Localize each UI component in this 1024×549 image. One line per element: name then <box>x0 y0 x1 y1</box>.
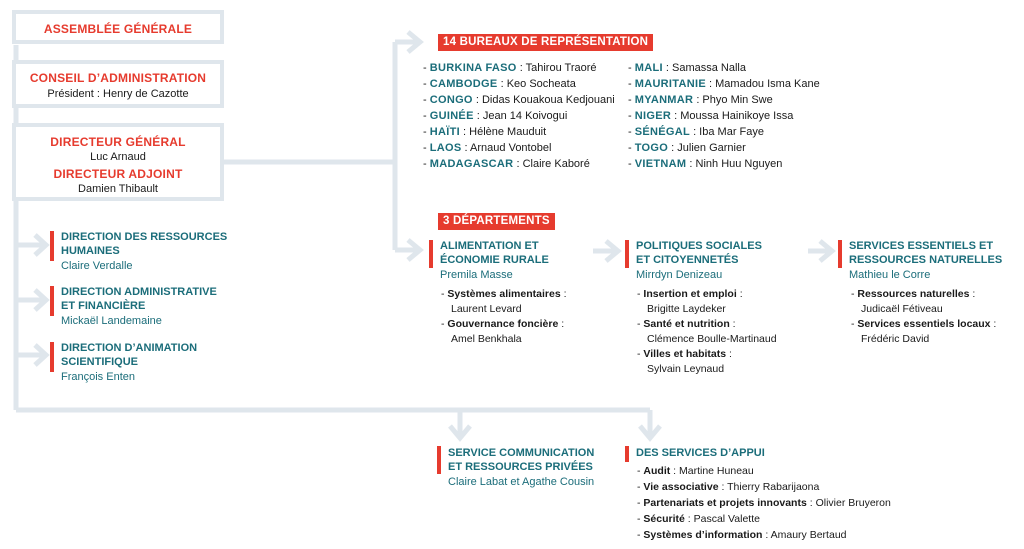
sub-unit-name: Clémence Boulle-Martinaud <box>647 333 777 345</box>
support-list <box>637 463 891 543</box>
deputy-name: Damien Thibault <box>78 183 158 195</box>
offices-left-list <box>423 60 615 172</box>
office-row: - BURKINA FASO : Tahirou Traoré <box>423 62 597 74</box>
dg-title: DIRECTEUR GÉNÉRAL <box>50 135 186 149</box>
office-row: - SÉNÉGAL : Iba Mar Faye <box>628 126 764 138</box>
direction-sci-title-2: SCIENTIFIQUE <box>61 356 139 368</box>
sub-unit: - Systèmes alimentaires : <box>441 288 567 300</box>
support-services <box>636 446 765 460</box>
direction-box <box>12 123 224 201</box>
dept-social <box>636 239 762 281</box>
assembly-box <box>12 10 224 44</box>
sub-unit-name: Amel Benkhala <box>451 333 522 345</box>
dept-services-subs <box>851 287 996 347</box>
direction-admin-marker <box>50 286 54 316</box>
communication-title-1: SERVICE COMMUNICATION <box>448 447 595 459</box>
dept-food-title-1: ALIMENTATION ET <box>440 240 539 252</box>
dept-food-title-2: ÉCONOMIE RURALE <box>440 254 549 266</box>
support-item: - Vie associative : Thierry Rabarijaona <box>637 481 820 493</box>
support-item: - Partenariats et projets innovants : Olivier Bruyeron <box>637 497 891 509</box>
direction-rh <box>61 230 227 272</box>
sub-unit-name: Frédéric David <box>861 333 930 345</box>
dept-food-subs <box>441 287 567 347</box>
support-item: - Sécurité : Pascal Valette <box>637 513 760 525</box>
office-row: - MADAGASCAR : Claire Kaboré <box>423 158 590 170</box>
offices-right-list <box>628 60 820 172</box>
dept-food-marker <box>429 240 433 268</box>
board-box <box>12 60 224 108</box>
board-president: Président : Henry de Cazotte <box>47 88 189 100</box>
direction-sci <box>61 341 197 383</box>
direction-admin-title-1: DIRECTION ADMINISTRATIVE <box>61 286 217 298</box>
dept-social-head: Mirrdyn Denizeau <box>636 269 723 281</box>
direction-admin-name: Mickaël Landemaine <box>61 315 162 327</box>
communication-names: Claire Labat et Agathe Cousin <box>448 476 595 488</box>
dept-services-title-1: SERVICES ESSENTIELS ET <box>849 240 994 252</box>
offices-tag: 14 BUREAUX DE REPRÉSENTATION <box>438 34 653 51</box>
direction-rh-title-1: DIRECTION DES RESSOURCES <box>61 231 228 243</box>
dept-social-marker <box>625 240 629 268</box>
sub-unit-name: Sylvain Leynaud <box>647 363 725 375</box>
dg-name: Luc Arnaud <box>90 151 146 163</box>
office-row: - HAÏTI : Hélène Mauduit <box>423 126 547 138</box>
support-item: - Systèmes d’information : Amaury Bertaud <box>637 529 847 541</box>
direction-sci-name: François Enten <box>61 371 135 383</box>
assembly-title: ASSEMBLÉE GÉNÉRALE <box>43 22 193 36</box>
dept-services-marker <box>838 240 842 268</box>
sub-unit: - Insertion et emploi : <box>637 288 743 300</box>
office-row: - MALI : Samassa Nalla <box>628 62 746 74</box>
dept-social-title-1: POLITIQUES SOCIALES <box>636 240 762 252</box>
deputy-title: DIRECTEUR ADJOINT <box>53 167 183 181</box>
support-marker <box>625 446 629 462</box>
direction-sci-marker <box>50 342 54 372</box>
office-row: - TOGO : Julien Garnier <box>628 142 746 154</box>
sub-unit: - Services essentiels locaux : <box>851 318 997 330</box>
sub-unit: - Ressources naturelles : <box>851 288 976 300</box>
office-row: - CONGO : Didas Kouakoua Kedjouani <box>423 94 615 106</box>
office-row: - CAMBODGE : Keo Socheata <box>423 78 576 90</box>
direction-sci-title-1: DIRECTION D’ANIMATION <box>61 342 198 354</box>
communication-service <box>448 446 594 488</box>
sub-unit-name: Brigitte Laydeker <box>647 303 726 315</box>
dept-services <box>849 239 1002 281</box>
sub-unit: - Villes et habitats : <box>637 348 732 360</box>
sub-unit: - Santé et nutrition : <box>637 318 736 330</box>
direction-rh-title-2: HUMAINES <box>61 245 120 257</box>
dept-social-title-2: ET CITOYENNETÉS <box>636 254 739 266</box>
direction-admin-title-2: ET FINANCIÈRE <box>61 300 146 312</box>
communication-marker <box>437 446 441 474</box>
office-row: - NIGER : Moussa Hainikoye Issa <box>628 110 794 122</box>
support-item: - Audit : Martine Huneau <box>637 465 754 477</box>
support-title: DES SERVICES D’APPUI <box>636 447 765 459</box>
sub-unit-name: Judicaël Fétiveau <box>861 303 943 315</box>
communication-title-2: ET RESSOURCES PRIVÉES <box>448 461 593 473</box>
sub-unit-name: Laurent Levard <box>451 303 522 315</box>
direction-admin <box>61 285 217 327</box>
office-row: - MYANMAR : Phyo Min Swe <box>628 94 773 106</box>
dept-social-subs <box>637 287 777 377</box>
office-row: - LAOS : Arnaud Vontobel <box>423 142 552 154</box>
dept-food-head: Premila Masse <box>440 269 513 281</box>
direction-rh-name: Claire Verdalle <box>61 260 133 272</box>
dept-food <box>440 239 549 281</box>
office-row: - MAURITANIE : Mamadou Isma Kane <box>628 78 820 90</box>
dept-services-title-2: RESSOURCES NATURELLES <box>849 254 1003 266</box>
sub-unit: - Gouvernance foncière : <box>441 318 565 330</box>
direction-rh-marker <box>50 231 54 261</box>
departments-tag: 3 DÉPARTEMENTS <box>438 213 555 230</box>
office-row: - VIETNAM : Ninh Huu Nguyen <box>628 158 783 170</box>
dept-services-head: Mathieu le Corre <box>849 269 931 281</box>
board-title: CONSEIL D’ADMINISTRATION <box>29 71 207 85</box>
office-row: - GUINÉE : Jean 14 Koivogui <box>423 110 568 122</box>
